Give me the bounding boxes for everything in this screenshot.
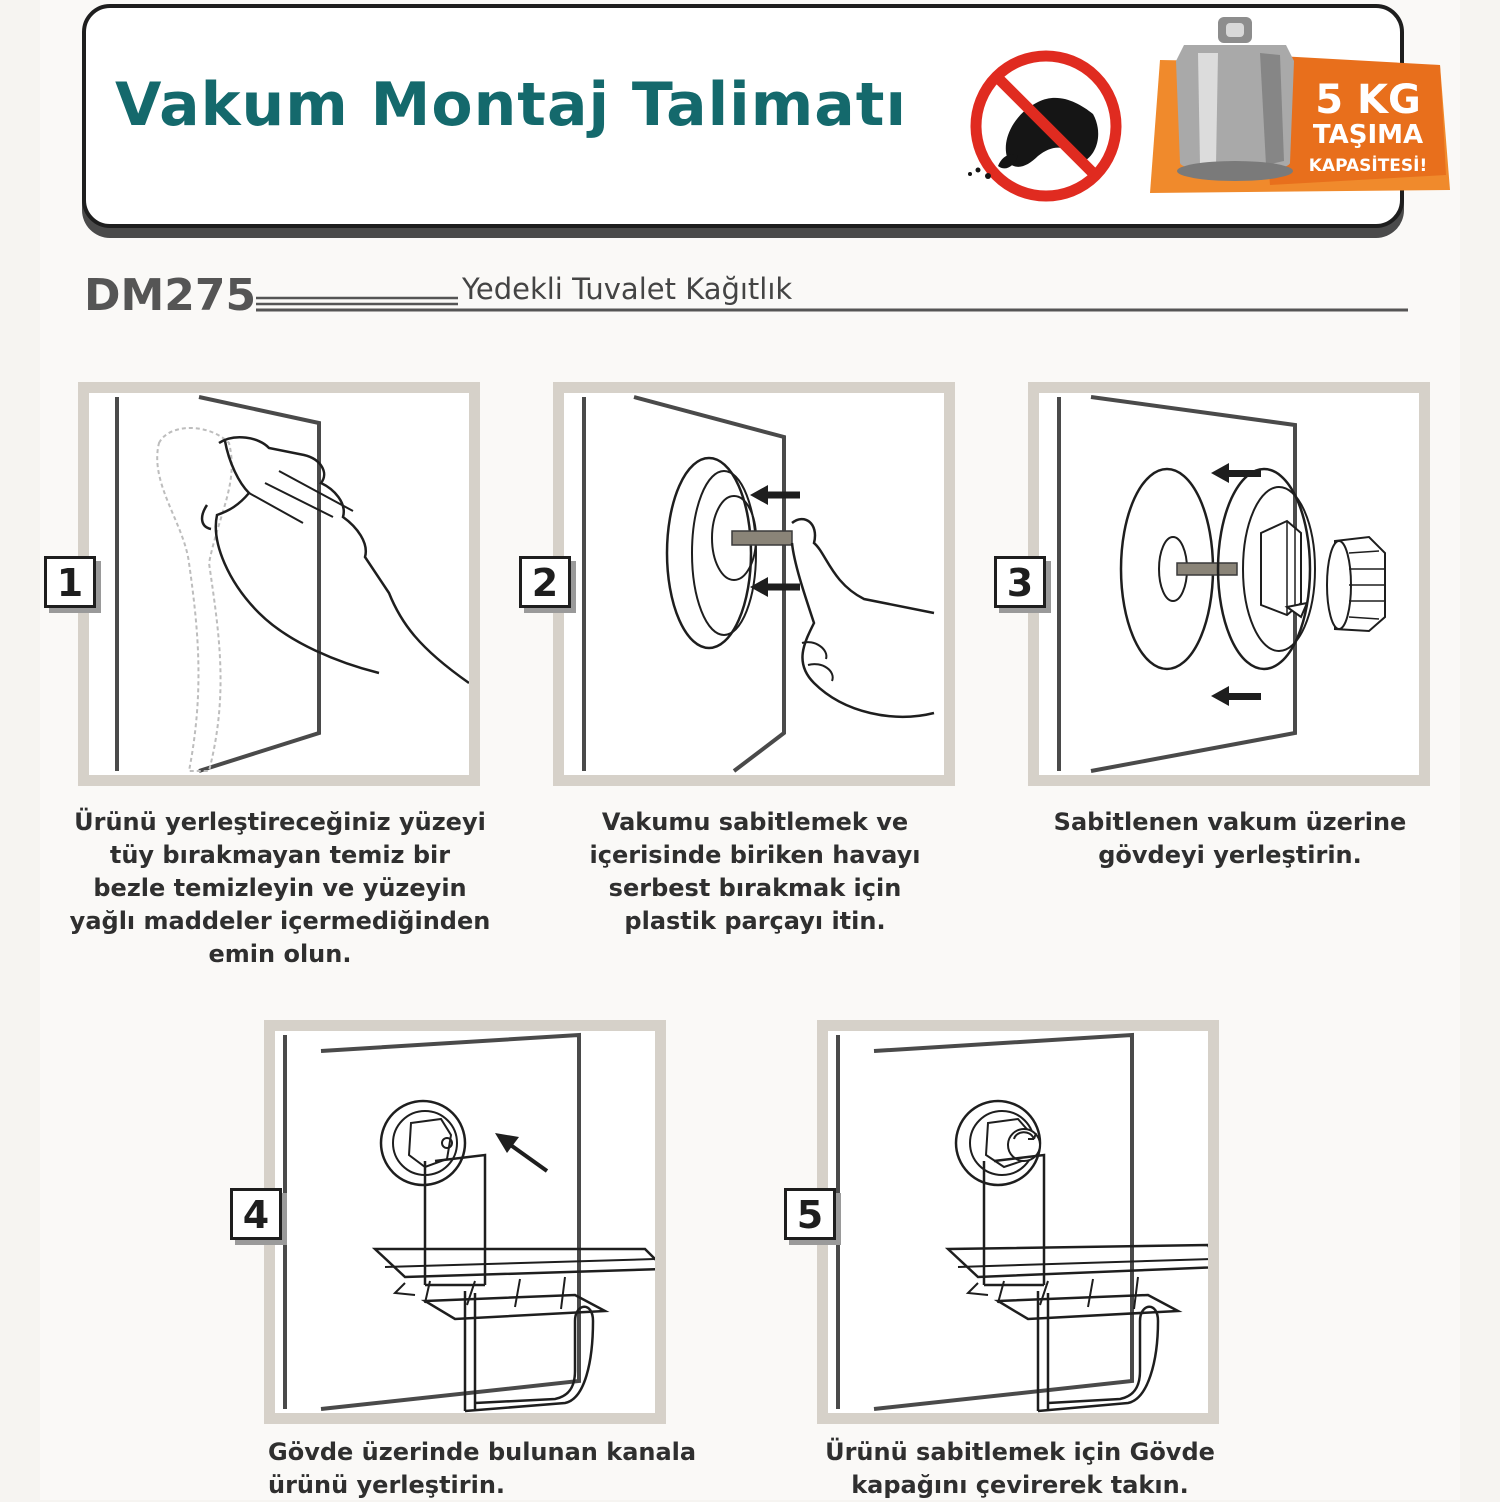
step-2-illustration	[553, 382, 955, 786]
badge-line3: KAPASİTESİ!	[1308, 156, 1428, 176]
product-name: Yedekli Tuvalet Kağıtlık	[462, 272, 793, 306]
step-1-caption: Ürünü yerleştireceğiniz yüzeyi tüy bırakmayan temiz bir bezle temizleyin ve yüzeyin yağlı maddeler içermediğinden emin olun.	[69, 808, 491, 968]
model-code: DM275	[84, 270, 257, 321]
no-dust-icon	[958, 44, 1128, 214]
step-1-illustration	[78, 382, 480, 786]
model-underline	[256, 294, 1408, 318]
step-5-number: 5	[784, 1188, 836, 1240]
step-4-number: 4	[230, 1188, 282, 1240]
step-3-illustration	[1028, 382, 1430, 786]
step-2-caption: Vakumu sabitlemek ve içerisinde biriken havayı serbest bırakmak için plastik parçayı itin.	[589, 808, 921, 935]
step-4-illustration	[264, 1020, 666, 1424]
step-3-number: 3	[994, 556, 1046, 608]
badge-line2: TAŞIMA	[1312, 120, 1424, 150]
step-2-number: 2	[519, 556, 571, 608]
weight-icon	[1176, 17, 1294, 181]
step-4-caption: Gövde üzerinde bulunan kanala ürünü yerleştirin.	[268, 1438, 697, 1499]
step-1-number: 1	[44, 556, 96, 608]
step-5-illustration	[817, 1020, 1219, 1424]
badge-weight: 5 KG	[1315, 77, 1421, 123]
step-5-caption: Ürünü sabitlemek için Gövde kapağını çevirerek takın.	[825, 1438, 1215, 1499]
page-title: Vakum Montaj Talimatı	[115, 70, 908, 140]
capacity-badge	[1140, 15, 1460, 205]
step-3-caption: Sabitlenen vakum üzerine gövdeyi yerleştirin.	[1053, 808, 1407, 869]
